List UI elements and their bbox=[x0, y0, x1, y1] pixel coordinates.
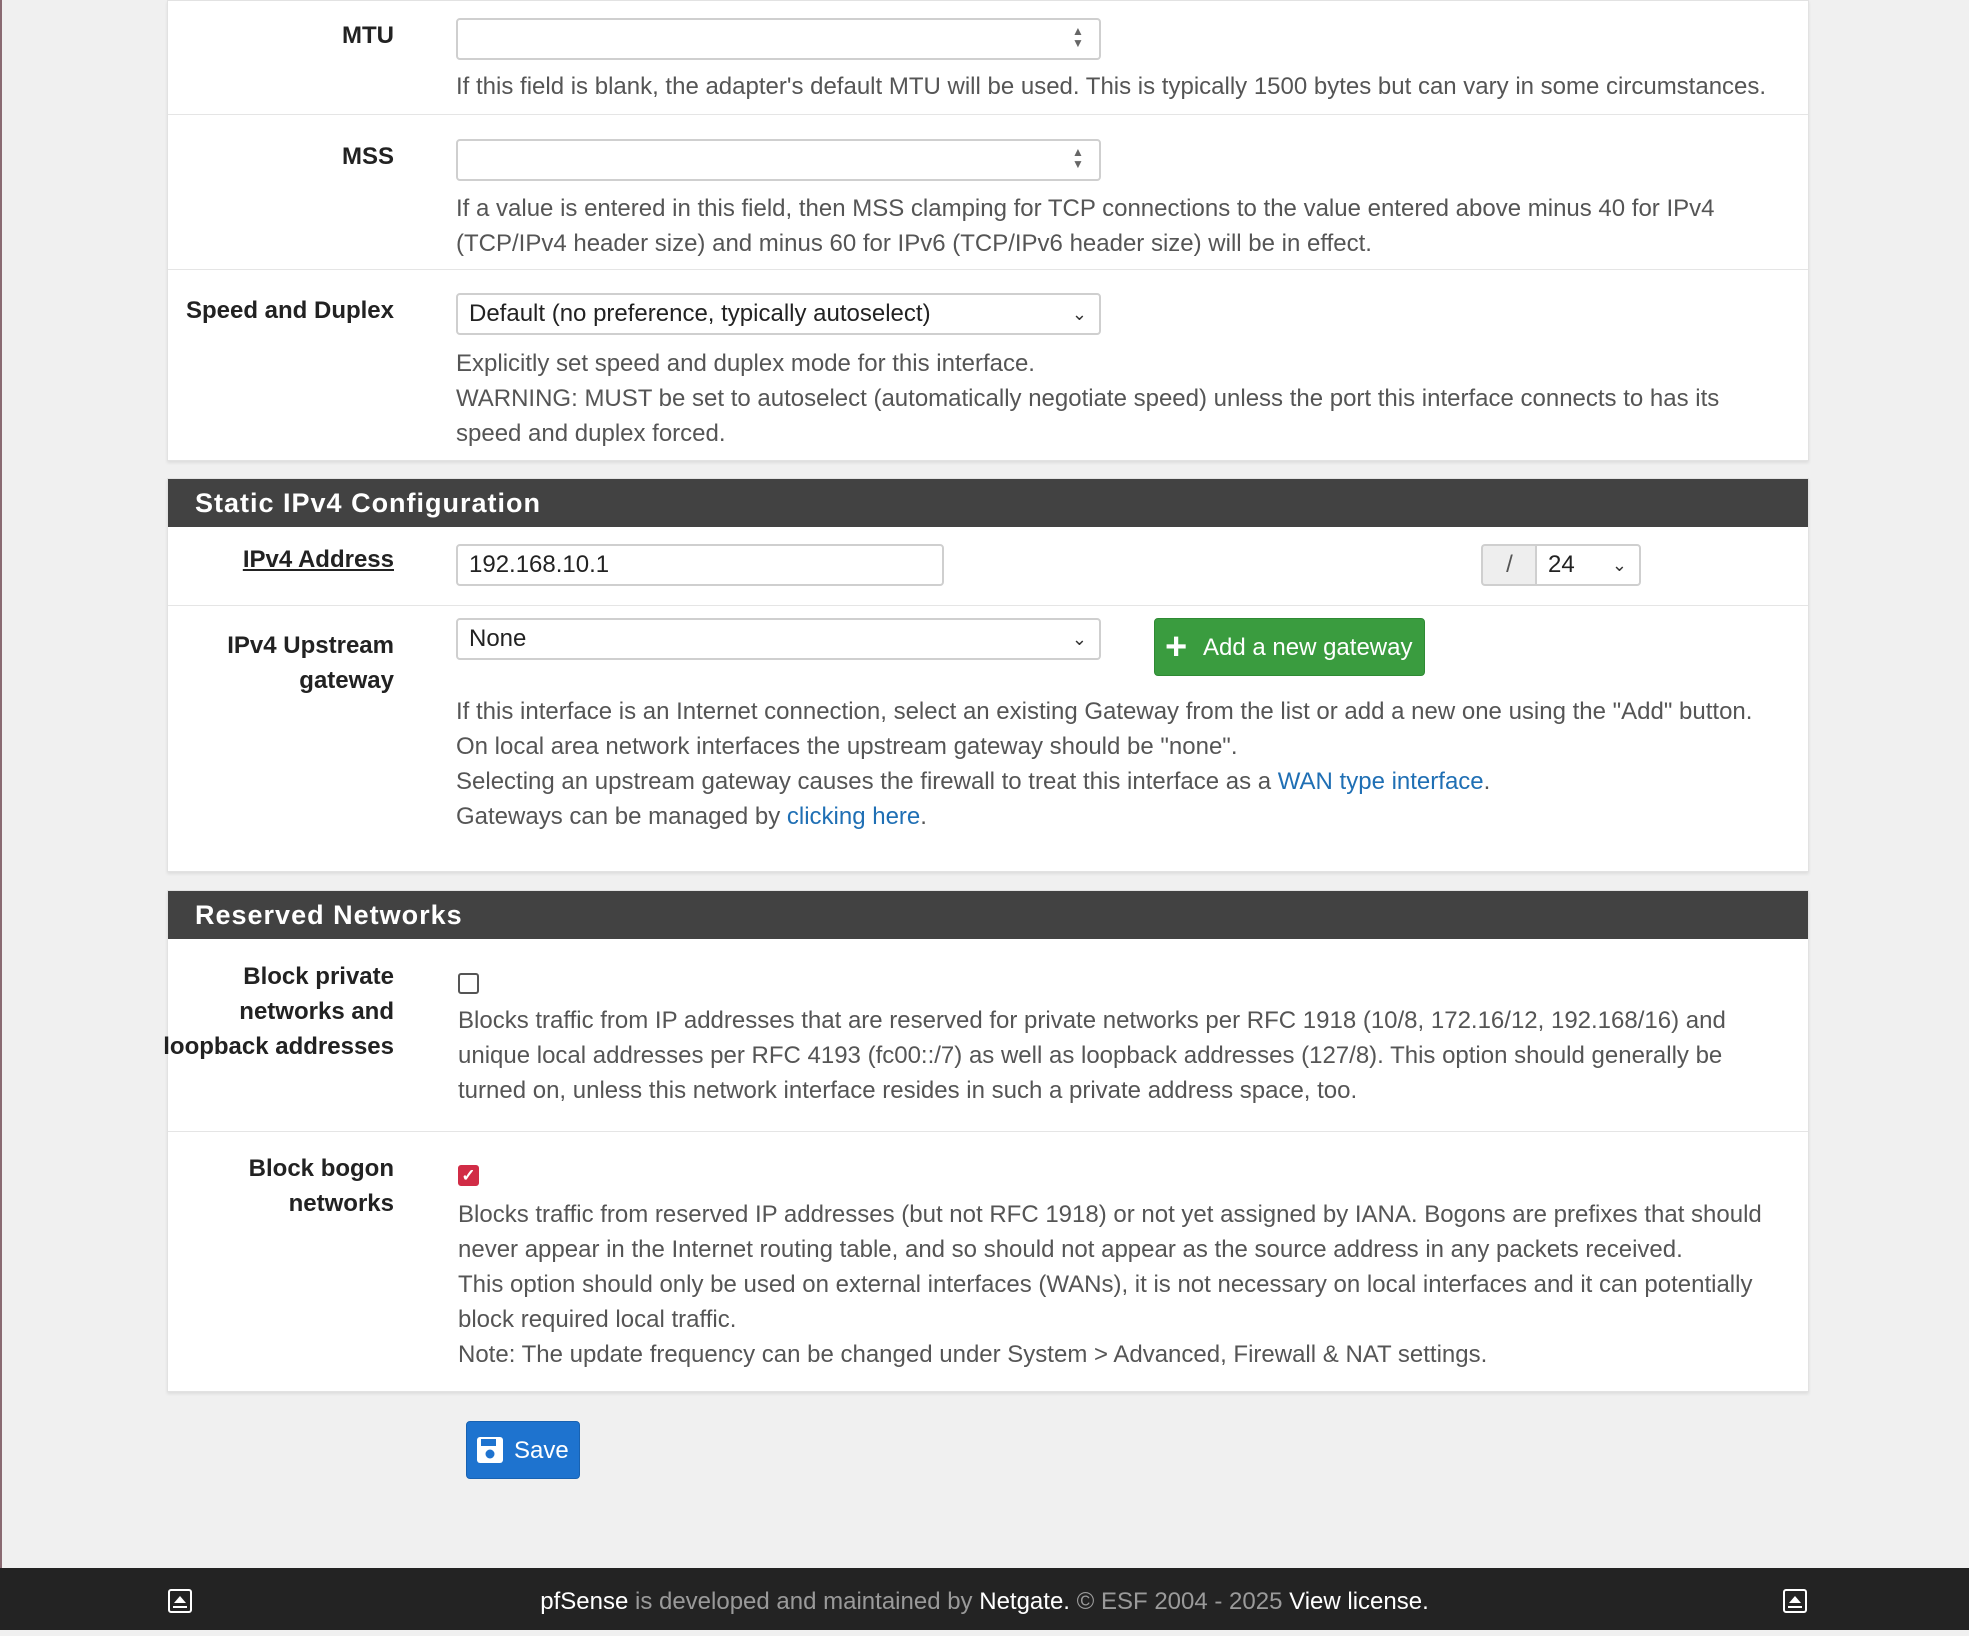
ipv4-address-label: IPv4 Address bbox=[242, 546, 394, 573]
general-config-panel bbox=[167, 0, 1809, 461]
ipv4-address-row bbox=[168, 527, 1808, 605]
chevron-down-icon: ⌄ bbox=[1071, 304, 1087, 324]
block-bogon-checkbox[interactable] bbox=[458, 1165, 479, 1186]
mtu-help: If this field is blank, the adapter's default MTU will be used. This is typically 1500 bytes but can vary in some circumstances. bbox=[456, 73, 1767, 100]
mss-spinner-icon[interactable]: ▲ ▼ bbox=[1072, 145, 1084, 171]
footer bbox=[0, 1568, 1969, 1630]
mss-label: MSS bbox=[341, 143, 394, 170]
mss-row bbox=[168, 114, 1808, 269]
mtu-input[interactable] bbox=[456, 18, 1101, 60]
chevron-down-icon: ⌄ bbox=[1071, 629, 1087, 649]
plus-icon: + bbox=[1165, 626, 1188, 668]
ipv4-address-input[interactable]: 192.168.10.1 bbox=[456, 544, 944, 586]
save-button[interactable]: Save bbox=[466, 1421, 580, 1479]
footer-company-link[interactable]: Netgate. bbox=[979, 1588, 1070, 1615]
reserved-networks-heading: Reserved Networks bbox=[168, 891, 1808, 939]
scroll-top-icon[interactable] bbox=[1783, 1589, 1807, 1613]
block-private-row bbox=[163, 939, 1808, 1131]
reserved-networks-panel bbox=[163, 890, 1809, 1392]
ipv4-gateway-label: IPv4 Upstream gateway bbox=[227, 632, 394, 694]
prefix-slash-addon: / bbox=[1481, 544, 1536, 586]
block-private-checkbox[interactable] bbox=[458, 973, 479, 994]
mtu-label: MTU bbox=[342, 22, 394, 49]
footer-copyright: © ESF 2004 - 2025 bbox=[1076, 1588, 1283, 1615]
scroll-top-icon[interactable] bbox=[168, 1589, 192, 1613]
check-icon: ✓ bbox=[461, 1166, 476, 1185]
speed-duplex-label: Speed and Duplex bbox=[185, 297, 394, 324]
speed-duplex-help: Explicitly set speed and duplex mode for this interface. WARNING: MUST be set to autoselect (automatically negotiate speed) unless the port this interface connects to has its speed and duplex forced. bbox=[456, 350, 1720, 447]
static-ipv4-heading: Static IPv4 Configuration bbox=[168, 479, 1808, 527]
block-bogon-row bbox=[168, 1131, 1808, 1391]
block-private-label: Block private networks and loopback addresses bbox=[163, 963, 394, 1060]
window-left-edge bbox=[0, 0, 2, 1568]
static-ipv4-panel bbox=[167, 478, 1809, 872]
wan-type-interface-link[interactable]: WAN type interface bbox=[1277, 768, 1484, 795]
clicking-here-link[interactable]: clicking here bbox=[786, 803, 921, 830]
add-gateway-button[interactable]: + Add a new gateway bbox=[1154, 618, 1425, 676]
block-bogon-label: Block bogon networks bbox=[248, 1155, 394, 1217]
ipv4-gateway-help: If this interface is an Internet connection, select an existing Gateway from the list or add a new one using the "Add" button. On local area network interfaces the upstream gateway should be "none". Selecting an upstream gateway causes the firewall to treat this interface as a WAN type interface. Gateways can be managed by clicking here. bbox=[456, 698, 1753, 830]
ipv4-gateway-row bbox=[168, 605, 1808, 871]
mtu-spinner-icon[interactable]: ▲ ▼ bbox=[1072, 24, 1084, 50]
save-icon bbox=[476, 1436, 504, 1464]
speed-duplex-row bbox=[168, 269, 1808, 459]
block-bogon-help: Blocks traffic from reserved IP addresses (but not RFC 1918) or not yet assigned by IANA. Bogons are prefixes that should never appear in the Internet routing table, and so should not appear as the source address in any packets received. This option should only be used on external interfaces (WANs), it is not necessary on local interfaces and it can potentially block required local traffic. Note: The update frequency can be changed under System > Advanced, Firewall & NAT settings. bbox=[458, 1201, 1762, 1368]
ipv4-gateway-select[interactable]: None ⌄ bbox=[456, 618, 1101, 660]
footer-text: is developed and maintained by bbox=[634, 1588, 973, 1615]
ipv4-prefix-select[interactable]: 24 ⌄ bbox=[1535, 544, 1641, 586]
mtu-row bbox=[168, 1, 1808, 114]
speed-duplex-select[interactable]: Default (no preference, typically autoselect) ⌄ bbox=[456, 293, 1101, 335]
mss-help: If a value is entered in this field, then MSS clamping for TCP connections to the value entered above minus 40 for IPv4 (TCP/IPv4 header size) and minus 60 for IPv6 (TCP/IPv6 header size) will be in effect. bbox=[456, 195, 1715, 257]
block-private-help: Blocks traffic from IP addresses that are reserved for private networks per RFC 1918 (10/8, 172.16/12, 192.168/16) and unique local addresses per RFC 4193 (fc00::/7) as well as loopback addresses (127/8). This option should generally be turned on, unless this network interface resides in such a private address space, too. bbox=[458, 1007, 1726, 1104]
mss-input[interactable] bbox=[456, 139, 1101, 181]
chevron-down-icon: ⌄ bbox=[1611, 555, 1627, 575]
footer-license-link[interactable]: View license. bbox=[1289, 1588, 1429, 1615]
footer-brand: pfSense bbox=[540, 1588, 629, 1615]
